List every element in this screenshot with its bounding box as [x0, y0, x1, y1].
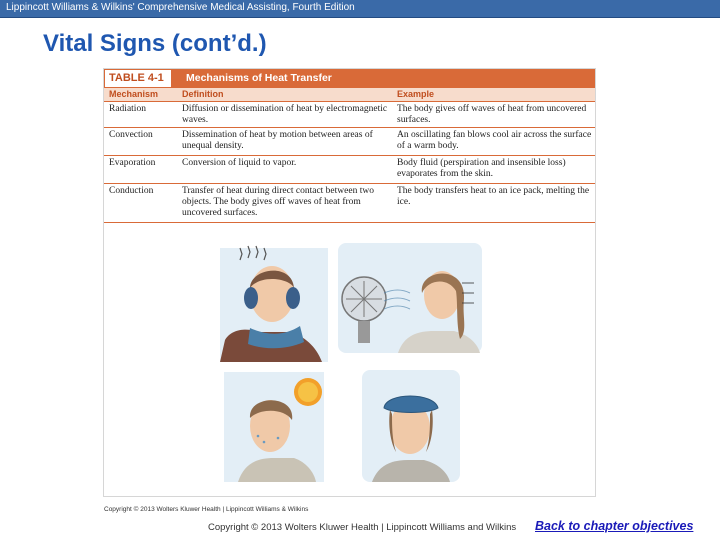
cell-example: The body gives off waves of heat from uncovered surfaces.: [397, 104, 587, 125]
cell-mechanism: Conduction: [109, 186, 154, 196]
table-column-headers: [104, 88, 595, 102]
column-header-example: Example: [397, 89, 435, 99]
convection-illustration: [338, 243, 482, 353]
table-label-box: [104, 69, 172, 88]
back-to-objectives-link[interactable]: Back to chapter objectives: [535, 519, 694, 533]
cell-definition: Transfer of heat during direct contact between two objects. The body gives off waves of heat from uncovered surfaces.: [182, 186, 374, 218]
cell-definition: Dissemination of heat by motion between areas of unequal density.: [182, 130, 373, 151]
cell-mechanism: Radiation: [109, 104, 146, 114]
evaporation-illustration: [224, 372, 324, 482]
banner-text: Lippincott Williams & Wilkins' Comprehensive Medical Assisting, Fourth Edition: [6, 2, 355, 13]
table-title: Mechanisms of Heat Transfer: [186, 72, 332, 84]
table-row: [104, 184, 595, 223]
cell-mechanism: Evaporation: [109, 158, 156, 168]
slide-title: Vital Signs (cont’d.): [43, 30, 267, 57]
table-row: [104, 102, 595, 128]
cell-example: An oscillating fan blows cool air across the surface of a warm body.: [397, 130, 592, 151]
column-header-definition: Definition: [182, 89, 224, 99]
column-header-mechanism: Mechanism: [109, 89, 159, 99]
conduction-illustration: [362, 370, 460, 482]
table-label: TABLE 4-1: [109, 72, 164, 84]
table-row: [104, 156, 595, 184]
cell-example: The body transfers heat to an ice pack, melting the ice.: [397, 186, 590, 207]
table-header: [104, 69, 595, 88]
figure-copyright: Copyright © 2013 Wolters Kluwer Health | Lippincott Williams & Wilkins: [104, 506, 309, 513]
cell-definition: Conversion of liquid to vapor.: [182, 158, 297, 168]
cell-definition: Diffusion or dissemination of heat by electromagnetic waves.: [182, 104, 388, 125]
radiation-illustration: [220, 232, 328, 362]
header-banner: [0, 0, 720, 18]
cell-mechanism: Convection: [109, 130, 153, 140]
textbook-figure: [103, 68, 596, 513]
cell-example: Body fluid (perspiration and insensible loss) evaporates from the skin.: [397, 158, 566, 179]
footer-copyright: Copyright © 2013 Wolters Kluwer Health | Lippincott Williams and Wilkins: [208, 522, 517, 533]
table-row: [104, 128, 595, 156]
